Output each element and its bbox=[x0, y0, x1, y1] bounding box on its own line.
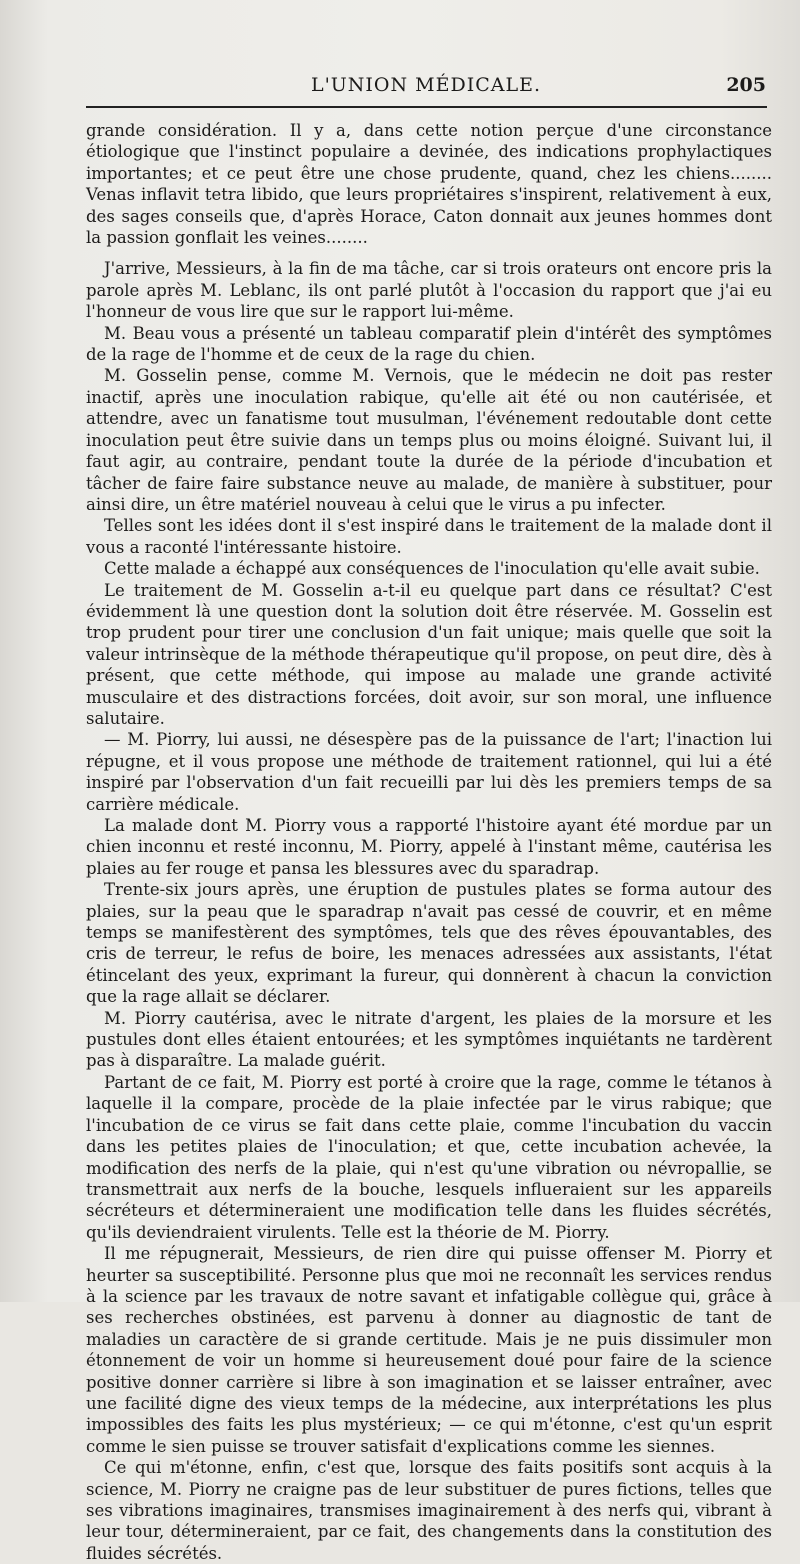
paragraph: Partant de ce fait, M. Piorry est porté à croire que la rage, comme le tétanos à laquelle il la compare, procède de la plaie infectée par le virus rabique; que l'incubation de ce virus se fait dans cette plaie, comme l'incubation du vaccin dans les petites plaies de l'inoculation; et que, cette incubation achevée, la modification des nerfs de la plaie, qui n'est qu'une vibration ou névropallie, se transmettrait aux nerfs de la bouche, lesquels influeraient sur les appareils sécréteurs et détermineraient une modification telle dans les fluides sécrétés, qu'ils deviendraient virulents. Telle est la théorie de M. Piorry. bbox=[86, 1072, 772, 1242]
header-rule bbox=[86, 106, 767, 108]
page-number: 205 bbox=[726, 74, 766, 96]
paragraph: Telles sont les idées dont il s'est inspiré dans le traitement de la malade dont il vous a raconté l'intéressante histoire. bbox=[86, 516, 772, 557]
paragraph: Ce qui m'étonne, enfin, c'est que, lorsque des faits positifs sont acquis à la science, M. Piorry ne craigne pas de leur substituer de pures fictions, telles que ses vibrations imaginaires, transmises imaginairement à des nerfs qui, vibrant à leur tour, détermineraient, par ce fait, des changements dans la constitution des fluides sécrétés. bbox=[86, 1458, 772, 1563]
page-header bbox=[86, 74, 766, 102]
paragraph: La malade dont M. Piorry vous a rapporté l'histoire ayant été mordue par un chien inconnu et resté inconnu, M. Piorry, appelé à l'instant même, cautérisa les plaies au fer rouge et pansa les blessures avec du sparadrap. bbox=[86, 816, 772, 878]
paragraph: grande considération. Il y a, dans cette notion perçue d'une circonstance étiologique que l'instinct populaire a devinée, des indications prophylactiques importantes; et ce peut être une chose prudente, quand, chez les chiens........ Venas inflavit tetra libido, que leurs propriétaires s'inspirent, relativement à eux, des sages conseils que, d'après Horace, Caton donnait aux jeunes hommes dont la passion gonflait les veines........ bbox=[86, 121, 772, 248]
paragraph: Il me répugnerait, Messieurs, de rien dire qui puisse offenser M. Piorry et heurter sa susceptibilité. Personne plus que moi ne reconnaît les services rendus à la science par les travaux de notre savant et infatigable collègue qui, grâce à ses recherches obstinées, est parvenu à donner au diagnostic de tant de maladies un caractère de si grande certitude. Mais je ne puis dissimuler mon étonnement de voir un homme si heureusement doué pour faire de la science positive donner carrière si libre à son imagination et se laisser entraîner, avec une facilité digne des vieux temps de la médecine, aux interprétations les plus impossibles des faits les plus mystérieux; — ce qui m'étonne, c'est qu'un esprit comme le sien puisse se trouver satisfait d'explications comme les siennes. bbox=[86, 1244, 772, 1456]
paragraph: M. Piorry cautérisa, avec le nitrate d'argent, les plaies de la morsure et les pustules dont elles étaient entourées; et les symptômes inquiétants ne tardèrent pas à disparaître. La malade guérit. bbox=[86, 1008, 772, 1071]
paragraph: M. Beau vous a présenté un tableau comparatif plein d'intérêt des symptômes de la rage de l'homme et de ceux de la rage du chien. bbox=[86, 323, 772, 365]
paragraph: M. Gosselin pense, comme M. Vernois, que le médecin ne doit pas rester inactif, après une inoculation rabique, qu'elle ait été ou non cautérisée, et attendre, avec un fanatisme tout musulman, l'événement redoutable dont cette inoculation peut être suivie dans un temps plus ou moins éloigné. Suivant lui, il faut agir, au contraire, pendant toute la durée de la période d'incubation et tâcher de faire faire substance neuve au malade, de manière à substituer, pour ainsi dire, un être matériel nouveau à celui que le virus a pu infecter. bbox=[86, 366, 772, 514]
page-body bbox=[86, 120, 772, 1564]
paragraph: Le traitement de M. Gosselin a-t-il eu quelque part dans ce résultat? C'est évidemment là une question dont la solution doit être réservée. M. Gosselin est trop prudent pour tirer une conclusion d'un fait unique; mais quelle que soit la valeur intrinsèque de la méthode thérapeutique qu'il propose, on peut dire, dès à présent, que cette méthode, qui impose au malade une grande activité musculaire et des distractions forcées, doit avoir, sur son moral, une influence salutaire. bbox=[86, 580, 772, 728]
paragraph: Trente-six jours après, une éruption de pustules plates se forma autour des plaies, sur la peau que le sparadrap n'avait pas cessé de couvrir, et en même temps se manifestèrent des symptômes, tels que des rêves épouvantables, des cris de terreur, le refus de boire, les menaces adressées aux assistants, l'état étincelant des yeux, exprimant la fureur, qui donnèrent à chacun la conviction que la rage allait se déclarer. bbox=[86, 880, 772, 1007]
paragraph: J'arrive, Messieurs, à la fin de ma tâche, car si trois orateurs ont encore pris la parole après M. Leblanc, ils ont parlé plutôt à l'occasion du rapport que j'ai eu l'honneur de vous lire que sur le rapport lui-même. bbox=[86, 259, 772, 322]
paragraph: — M. Piorry, lui aussi, ne désespère pas de la puissance de l'art; l'inaction lui répugne, et il vous propose une méthode de traitement rationnel, qui lui a été inspiré par l'observation d'un fait recueilli par lui dès les premiers temps de sa carrière médicale. bbox=[86, 730, 772, 814]
paragraph: Cette malade a échappé aux conséquences de l'inoculation qu'elle avait subie. bbox=[104, 559, 760, 579]
running-title: L'UNION MÉDICALE. bbox=[310, 74, 542, 96]
